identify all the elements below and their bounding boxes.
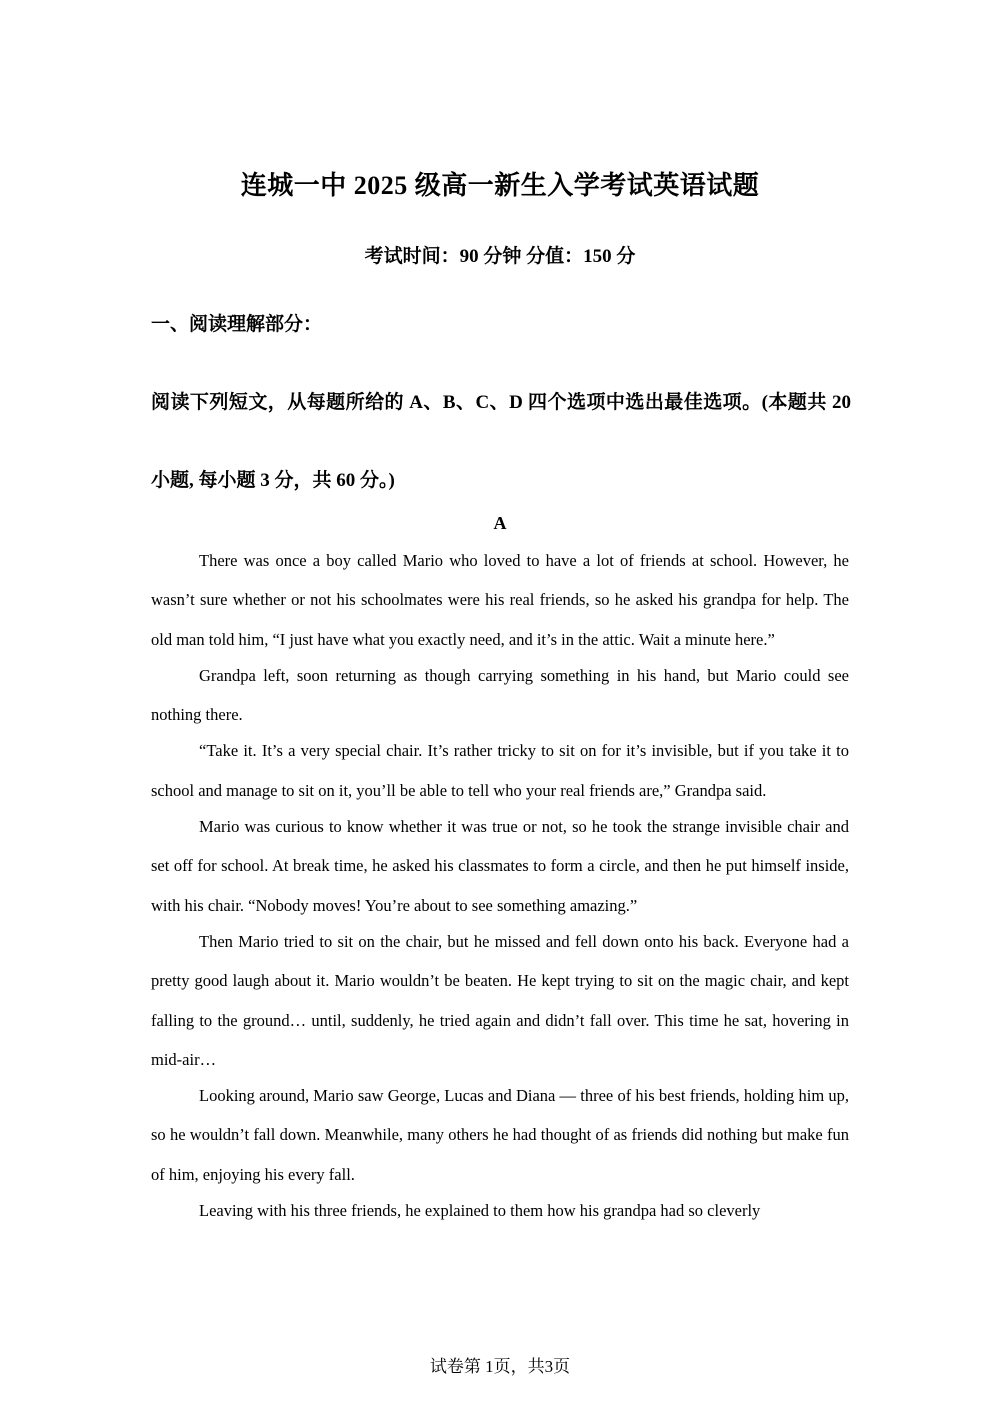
reading-passage xyxy=(151,541,849,1230)
passage-paragraph: “Take it. It’s a very special chair. It’s rather tricky to sit on for it’s invisible, but if you take it to school and manage to sit on it, you’ll be able to tell who your real friends are,” Grandpa said. xyxy=(151,741,849,800)
passage-label: A xyxy=(493,513,507,533)
passage-paragraph: Mario was curious to know whether it was true or not, so he took the strange invisible chair and set off for school. At break time, he asked his classmates to form a circle, and then he put himself inside, with his chair. “Nobody moves! You’re about to see something amazing.” xyxy=(151,817,849,915)
passage-paragraph: Then Mario tried to sit on the chair, but he missed and fell down onto his back. Everyone had a pretty good laugh about it. Mario wouldn’t be beaten. He kept trying to sit on the magic chair, and kept falling to the ground… until, suddenly, he tried again and didn’t fall over. This time he sat, hovering in mid-air… xyxy=(151,931,849,1069)
passage-paragraph: Grandpa left, soon returning as though carrying something in his hand, but Mario could see nothing there. xyxy=(151,665,849,725)
page-footer: 试卷第 1页，共3页 xyxy=(429,1357,571,1376)
section-instructions: 阅读下列短文，从每题所给的 A、B、C、D 四个选项中选出最佳选项。(本题共 20 小题, 每小题 3 分，共 60 分。) xyxy=(151,392,851,491)
passage-paragraph: There was once a boy called Mario who loved to have a lot of friends at school. However, he wasn’t sure whether or not his schoolmates were his real friends, so he asked his grandpa for help. The old man told him, “I just have what you exactly need, and it’s in the attic. Wait a minute here.” xyxy=(151,551,849,649)
page-title: 连城一中 2025 级高一新生入学考试英语试题 xyxy=(240,171,760,200)
passage-paragraph: Leaving with his three friends, he explained to them how his grandpa had so cleverly xyxy=(199,1201,761,1221)
exam-time-and-score: 考试时间：90 分钟 分值：150 分 xyxy=(364,246,636,267)
passage-paragraph: Looking around, Mario saw George, Lucas and Diana — three of his best friends, holding him up, so he wouldn’t fall down. Meanwhile, many others he had thought of as friends did nothing but make fun of him, enjoying his every fall. xyxy=(151,1086,849,1184)
section-heading: 一、阅读理解部分： xyxy=(151,314,323,335)
